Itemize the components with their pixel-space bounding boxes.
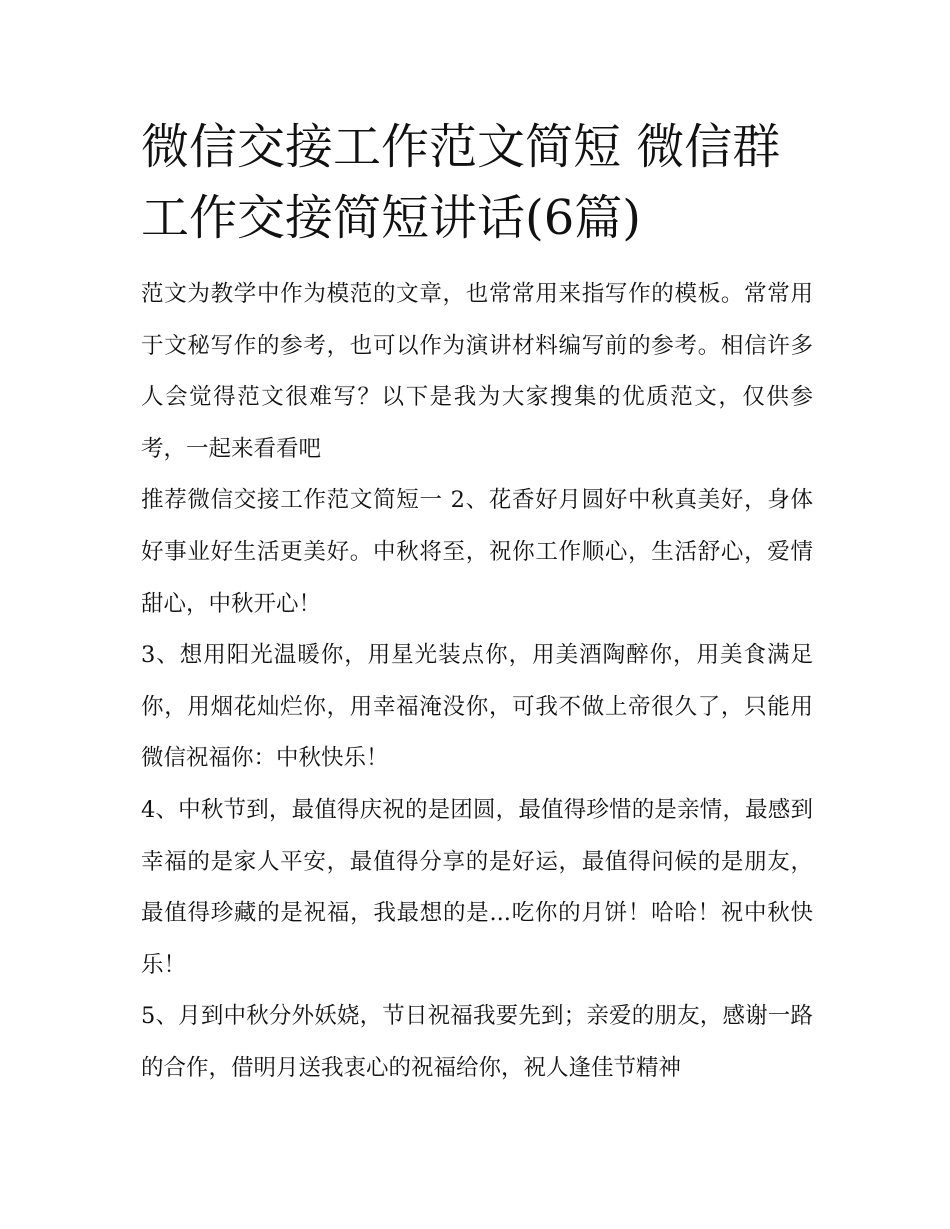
document-body xyxy=(141,269,813,1095)
document-title: 微信交接工作范文简短 微信群工作交接简短讲话(6篇) xyxy=(141,119,781,246)
paragraph-intro: 范文为教学中作为模范的文章，也常常用来指写作的模板。常常用于文秘写作的参考，也可以作为演讲材料编写前的参考。相信许多人会觉得范文很难写？以下是我为大家搜集的优质范文，仅供参考，一起来看看吧 xyxy=(141,281,813,462)
paragraph-item-2: 推荐微信交接工作范文简短一 2、花香好月圆好中秋真美好，身体好事业好生活更美好。中秋将至，祝你工作顺心，生活舒心，爱情甜心，中秋开心！ xyxy=(141,487,813,617)
paragraph-item-5: 5、月到中秋分外妖娆，节日祝福我要先到；亲爱的朋友，感谢一路的合作，借明月送我衷心的祝福给你，祝人逢佳节精神 xyxy=(141,1003,813,1081)
paragraph-item-4: 4、中秋节到，最值得庆祝的是团圆，最值得珍惜的是亲情，最感到幸福的是家人平安，最值得分享的是好运，最值得问候的是朋友，最值得珍藏的是祝福，我最想的是...吃你的月饼！哈哈！祝中秋快乐！ xyxy=(141,796,813,978)
document-page xyxy=(141,112,813,1095)
paragraph-item-3: 3、想用阳光温暖你，用星光装点你，用美酒陶醉你，用美食满足你，用烟花灿烂你，用幸福淹没你，可我不做上帝很久了，只能用微信祝福你：中秋快乐！ xyxy=(141,642,813,772)
